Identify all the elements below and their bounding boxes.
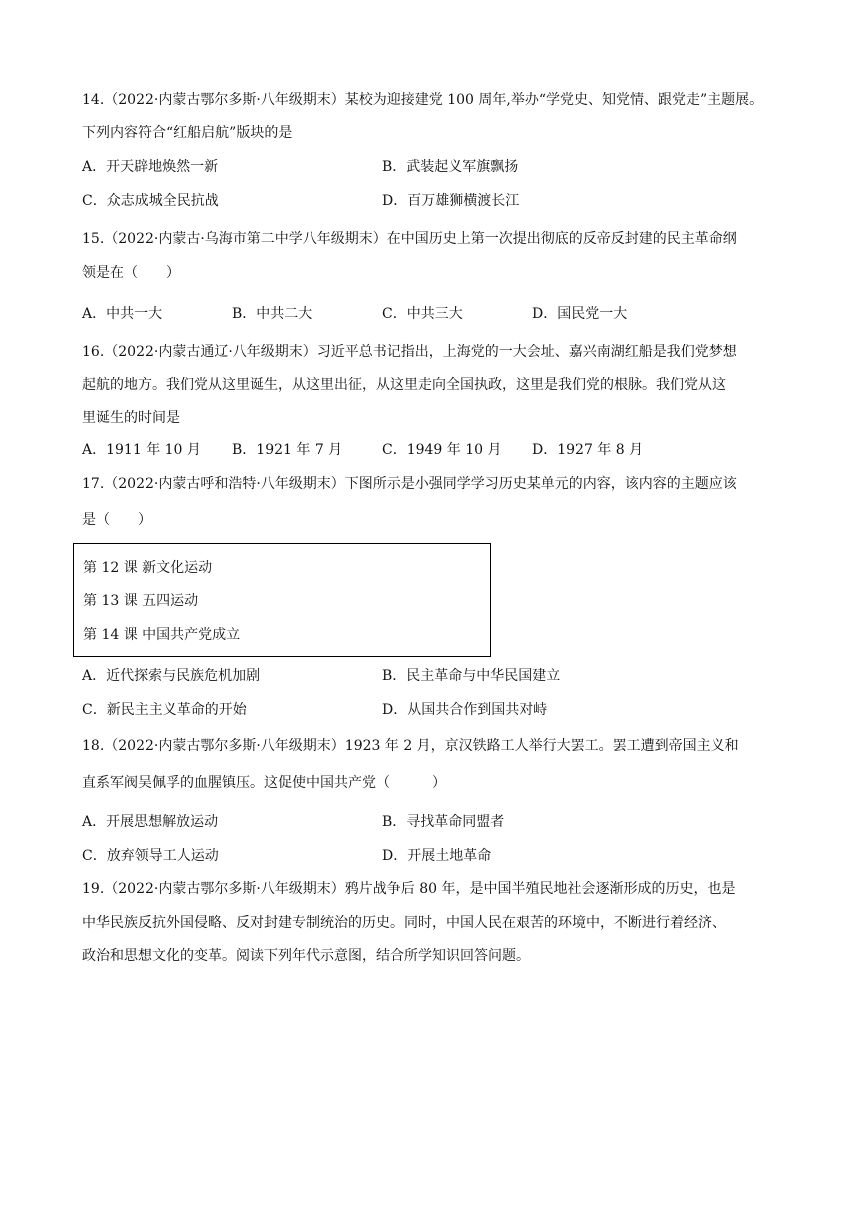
q17-stem-line-2: 是（ ） bbox=[82, 512, 152, 528]
q14-stem-line-2: 下列内容符合“红船启航”版块的是 bbox=[82, 125, 293, 141]
lesson-12: 第 12 课 新文化运动 bbox=[83, 560, 213, 576]
q16-option-d: D．1927 年 8 月 bbox=[532, 442, 644, 458]
q16-option-a: A．1911 年 10 月 bbox=[82, 442, 201, 458]
q18-option-b: B．寻找革命同盟者 bbox=[382, 814, 505, 830]
q15-option-d: D．国民党一大 bbox=[532, 306, 628, 322]
q18-option-c: C．放弃领导工人运动 bbox=[82, 848, 219, 864]
q16-stem-line-3: 里诞生的时间是 bbox=[82, 410, 180, 426]
q17-option-a: A．近代探索与民族危机加剧 bbox=[82, 668, 261, 684]
q19-stem-line-1: 19.（2022·内蒙古鄂尔多斯·八年级期末）鸦片战争后 80 年，是中国半殖民地社会逐渐形成的历史，也是 bbox=[82, 881, 736, 897]
q18-option-a: A．开展思想解放运动 bbox=[82, 814, 219, 830]
q16-stem-line-2: 起航的地方。我们党从这里诞生，从这里出征，从这里走向全国执政，这里是我们党的根脉。我们党从这 bbox=[82, 377, 726, 393]
q15-option-b: B．中共二大 bbox=[232, 306, 313, 322]
lesson-14: 第 14 课 中国共产党成立 bbox=[83, 627, 241, 643]
q15-option-a: A．中共一大 bbox=[82, 306, 163, 322]
q15-option-c: C．中共三大 bbox=[382, 306, 463, 322]
q18-stem-line-2: 直系军阀吴佩孚的血腥镇压。这促使中国共产党（ ） bbox=[82, 775, 446, 791]
q14-stem-line-1: 14.（2022·内蒙古鄂尔多斯·八年级期末）某校为迎接建党 100 周年,举办“学党史、知党情、跟党走”主题展。 bbox=[82, 92, 764, 108]
q14-option-c: C．众志成城全民抗战 bbox=[82, 193, 219, 209]
q16-option-b: B．1921 年 7 月 bbox=[232, 442, 343, 458]
q17-option-d: D．从国共合作到国共对峙 bbox=[382, 702, 548, 718]
q14-option-d: D．百万雄狮横渡长江 bbox=[382, 193, 520, 209]
q16-option-c: C．1949 年 10 月 bbox=[382, 442, 502, 458]
q16-stem-line-1: 16.（2022·内蒙古通辽·八年级期末）习近平总书记指出，上海党的一大会址、嘉兴南湖红船是我们党梦想 bbox=[82, 344, 737, 360]
q19-stem-line-2: 中华民族反抗外国侵略、反对封建专制统治的历史。同时，中国人民在艰苦的环境中，不断进行着经济、 bbox=[82, 915, 726, 931]
q15-stem-line-1: 15.（2022·内蒙古·乌海市第二中学八年级期末）在中国历史上第一次提出彻底的反帝反封建的民主革命纲 bbox=[82, 231, 737, 247]
q19-stem-line-3: 政治和思想文化的变革。阅读下列年代示意图，结合所学知识回答问题。 bbox=[82, 948, 530, 964]
q18-stem-line-1: 18.（2022·内蒙古鄂尔多斯·八年级期末）1923 年 2 月，京汉铁路工人举行大罢工。罢工遭到帝国主义和 bbox=[82, 738, 739, 754]
q17-option-b: B．民主革命与中华民国建立 bbox=[382, 668, 561, 684]
q15-stem-line-2: 领是在（ ） bbox=[82, 265, 180, 281]
q14-option-b: B．武装起义军旗飘扬 bbox=[382, 159, 519, 175]
q17-option-c: C．新民主主义革命的开始 bbox=[82, 702, 247, 718]
unit-contents-box bbox=[73, 543, 491, 657]
q14-option-a: A．开天辟地焕然一新 bbox=[82, 159, 219, 175]
lesson-13: 第 13 课 五四运动 bbox=[83, 593, 199, 609]
q17-stem-line-1: 17.（2022·内蒙古呼和浩特·八年级期末）下图所示是小强同学学习历史某单元的内容，该内容的主题应该 bbox=[82, 476, 737, 492]
q18-option-d: D．开展土地革命 bbox=[382, 848, 492, 864]
